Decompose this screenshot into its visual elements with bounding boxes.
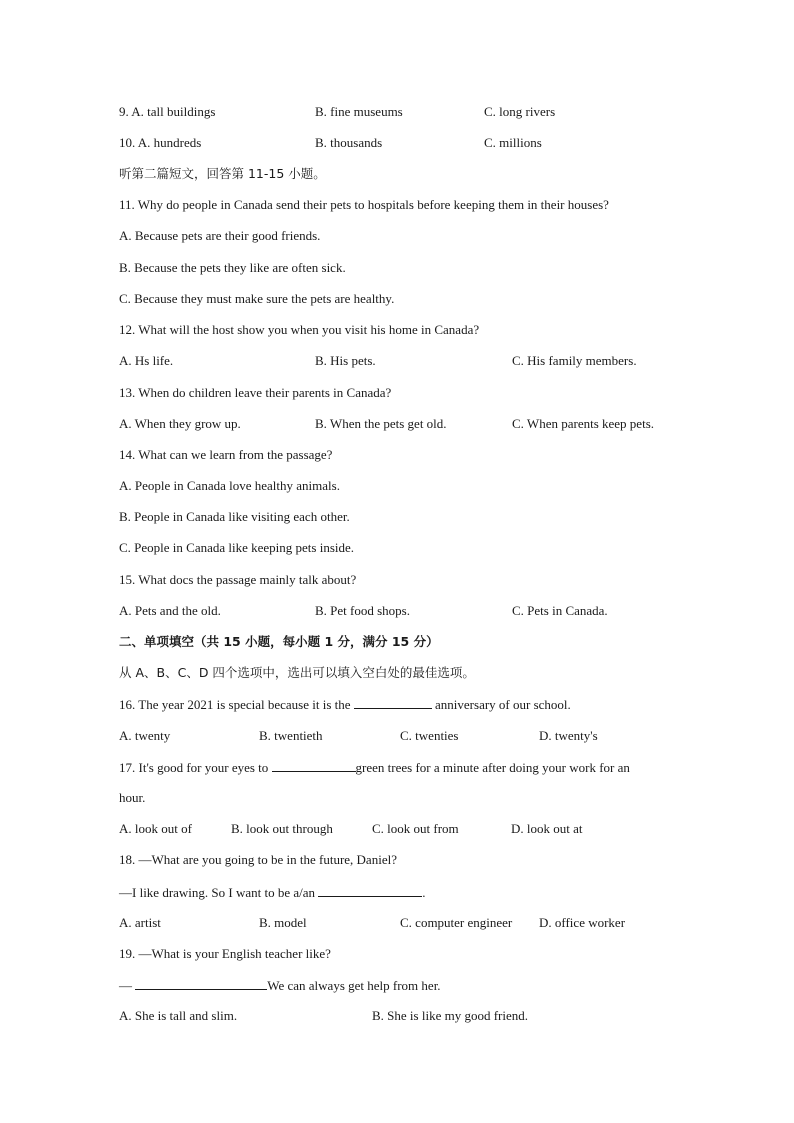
q17-stem-after: green trees for a minute after doing your work for an: [355, 760, 630, 775]
q18-option-c: C. computer engineer: [400, 915, 513, 930]
section-intro: 听第二篇短文，回答第 11-15 小题。: [119, 166, 326, 181]
q16-answer-blank[interactable]: [354, 696, 432, 709]
q19-reply-before: —: [119, 978, 136, 993]
q14-stem: 14. What can we learn from the passage?: [119, 447, 333, 462]
q18-reply-after: .: [422, 885, 426, 900]
q19-stem: 19. —What is your English teacher like?: [119, 946, 331, 961]
q16-option-a: A. twenty: [119, 728, 171, 743]
q14-option-c: C. People in Canada like keeping pets inside.: [119, 540, 355, 555]
q17-stem: [119, 759, 630, 776]
q18-option-d: D. office worker: [539, 915, 626, 930]
q11-stem: 11. Why do people in Canada send their pets to hospitals before keeping them in their houses?: [119, 197, 609, 212]
q16-option-d: D. twenty's: [539, 728, 598, 743]
q16-option-c: C. twenties: [400, 728, 459, 743]
q19-option-a: A. She is tall and slim.: [119, 1008, 238, 1023]
q19-reply-after: We can always get help from her.: [267, 978, 441, 993]
part2-heading: 二、单项填空（共 15 小题，每小题 1 分，满分 15 分）: [119, 634, 439, 649]
q13-option-c: C. When parents keep pets.: [512, 416, 654, 431]
q16-stem: [119, 696, 571, 713]
q15-option-a: A. Pets and the old.: [119, 603, 221, 618]
q13-option-b: B. When the pets get old.: [315, 416, 447, 431]
q9-option-c: C. long rivers: [484, 104, 556, 119]
q17-option-b: B. look out through: [231, 821, 333, 836]
q17-stem-cont: hour.: [119, 790, 146, 805]
q12-option-a: A. Hs life.: [119, 353, 174, 368]
q14-option-b: B. People in Canada like visiting each other.: [119, 509, 350, 524]
q10-option-b: B. thousands: [315, 135, 383, 150]
part2-instruction: 从 A、B、C、D 四个选项中，选出可以填入空白处的最佳选项。: [119, 665, 475, 680]
q16-option-b: B. twentieth: [259, 728, 323, 743]
q16-stem-before: 16. The year 2021 is special because it is the: [119, 697, 354, 712]
q17-option-a: A. look out of: [119, 821, 192, 836]
q9-option-a: 9. A. tall buildings: [119, 104, 216, 119]
q15-stem: 15. What docs the passage mainly talk about?: [119, 572, 357, 587]
q10-option-c: C. millions: [484, 135, 542, 150]
q11-option-b: B. Because the pets they like are often sick.: [119, 260, 346, 275]
q11-option-c: C. Because they must make sure the pets are healthy.: [119, 291, 395, 306]
q13-stem: 13. When do children leave their parents in Canada?: [119, 385, 392, 400]
q12-option-c: C. His family members.: [512, 353, 637, 368]
q18-answer-blank[interactable]: [318, 884, 422, 897]
q11-option-a: A. Because pets are their good friends.: [119, 228, 321, 243]
q19-option-b: B. She is like my good friend.: [372, 1008, 528, 1023]
q9-option-b: B. fine museums: [315, 104, 403, 119]
q12-option-b: B. His pets.: [315, 353, 376, 368]
q15-option-b: B. Pet food shops.: [315, 603, 410, 618]
q17-stem-before: 17. It's good for your eyes to: [119, 760, 272, 775]
q18-stem: 18. —What are you going to be in the future, Daniel?: [119, 852, 397, 867]
q18-option-b: B. model: [259, 915, 307, 930]
q18-reply-before: —I like drawing. So I want to be a/an: [119, 885, 319, 900]
q13-option-a: A. When they grow up.: [119, 416, 241, 431]
q10-option-a: 10. A. hundreds: [119, 135, 202, 150]
q16-stem-after: anniversary of our school.: [431, 697, 571, 712]
q14-option-a: A. People in Canada love healthy animals.: [119, 478, 340, 493]
q17-option-c: C. look out from: [372, 821, 459, 836]
q19-answer-blank[interactable]: [135, 977, 267, 990]
q12-stem: 12. What will the host show you when you visit his home in Canada?: [119, 322, 480, 337]
q15-option-c: C. Pets in Canada.: [512, 603, 608, 618]
q17-option-d: D. look out at: [511, 821, 583, 836]
q17-answer-blank[interactable]: [272, 759, 356, 772]
q18-option-a: A. artist: [119, 915, 161, 930]
q18-reply: [119, 884, 426, 901]
q19-reply: [119, 977, 441, 994]
